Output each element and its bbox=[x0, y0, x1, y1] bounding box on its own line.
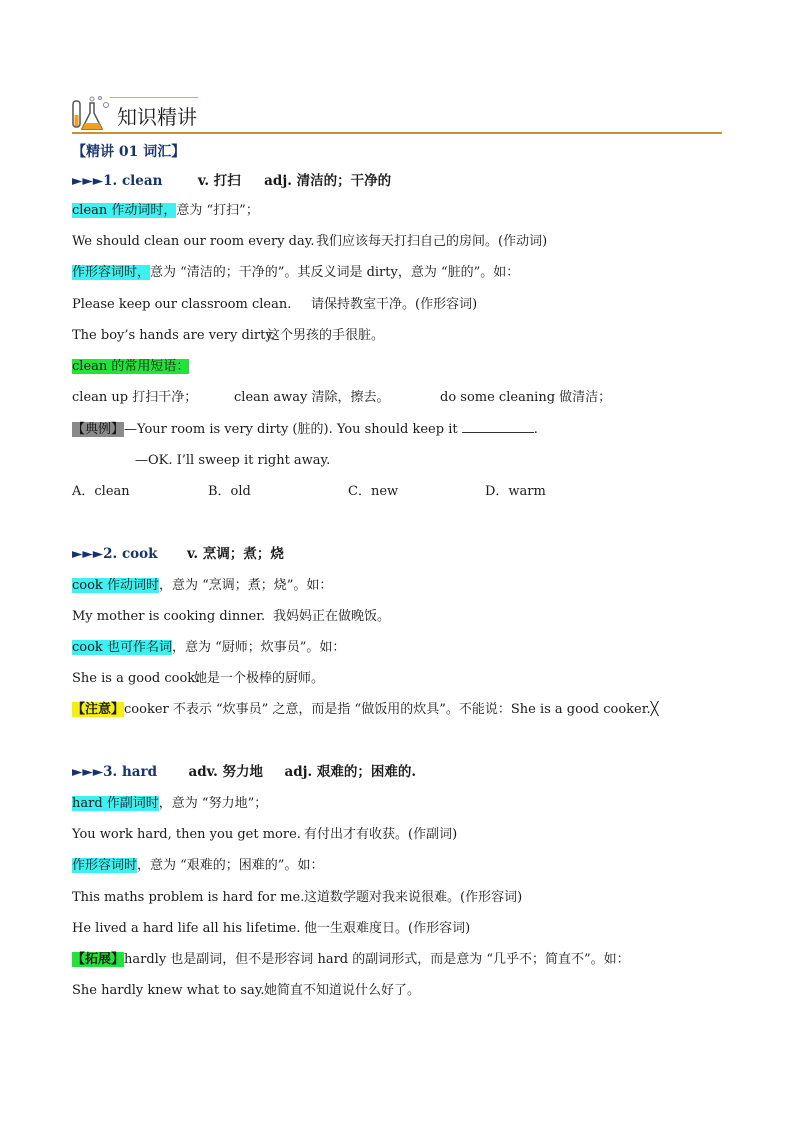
english-sentence: She hardly knew what to say. bbox=[72, 983, 265, 998]
topic-label: 【精讲 01 词汇】 bbox=[72, 144, 186, 160]
english-sentence: We should clean our room every day. bbox=[72, 234, 315, 249]
chinese-translation: 请保持教室干净。(作形容词) bbox=[311, 297, 478, 312]
header-rule bbox=[72, 132, 722, 134]
question-end: . bbox=[533, 422, 538, 437]
highlight-usage: cook 作动词时 bbox=[72, 578, 159, 593]
highlight-usage: cook 也可作名词 bbox=[72, 640, 172, 655]
option-d[interactable]: D．warm bbox=[485, 484, 546, 499]
phrase-3: do some cleaning 做清洁； bbox=[440, 390, 612, 405]
text-line bbox=[72, 795, 267, 813]
cross-mark-icon: ╳ bbox=[650, 702, 659, 717]
line-text: ，意为 “艰难的；困难的”。如： bbox=[137, 858, 324, 873]
line-text: ，意为 “烹调；煮；烧”。如： bbox=[158, 578, 333, 593]
answer-blank[interactable] bbox=[462, 420, 534, 433]
question-text: —Your room is very dirty (脏的). You should keep it bbox=[124, 422, 458, 437]
extension-text: hardly 也是副词，但不是形容词 hard 的副词形式，而是意为 “几乎不；简直不”。如： bbox=[124, 952, 630, 967]
english-sentence: He lived a hard life all his lifetime. bbox=[72, 921, 301, 936]
entry-number: ►►►1. clean bbox=[72, 173, 163, 189]
english-sentence: Please keep our classroom clean. bbox=[72, 297, 292, 312]
phrase-1: clean up 打扫干净； bbox=[72, 390, 198, 405]
text-line bbox=[72, 639, 345, 657]
chinese-translation: 她是一个极棒的厨师。 bbox=[194, 671, 325, 686]
section-title: 知识精讲 bbox=[117, 105, 197, 129]
phrase-heading bbox=[72, 358, 189, 376]
chinese-translation: 他一生艰难度日。(作形容词) bbox=[304, 921, 471, 936]
highlight-usage: 作形容词时 bbox=[72, 858, 138, 873]
option-c[interactable]: C．new bbox=[348, 484, 399, 499]
phrase-2: clean away 清除，擦去。 bbox=[234, 390, 390, 405]
example-tag: 【典例】 bbox=[72, 422, 125, 437]
entry-pos-verb: v. 打扫 bbox=[197, 173, 241, 189]
entry-pos-adj: adj. 清洁的；干净的 bbox=[264, 173, 392, 189]
entry-pos-adj: adj. 艰难的；困难的. bbox=[284, 764, 417, 780]
chinese-translation: 这个男孩的手很脏。 bbox=[267, 328, 385, 343]
example-question bbox=[72, 420, 538, 439]
note-line bbox=[72, 701, 658, 719]
entry-pos-verb: v. 烹调；煮；烧 bbox=[186, 546, 284, 562]
highlight-usage: 作形容词时， bbox=[72, 265, 151, 280]
entry-number: ►►►3. hard bbox=[72, 764, 158, 780]
chinese-translation: 这道数学题对我来说很难。(作形容词) bbox=[304, 890, 523, 905]
line-text: ，意为 “努力地”； bbox=[158, 796, 268, 811]
extension-tag: 【拓展】 bbox=[72, 952, 125, 967]
chinese-translation: 有付出才有收获。(作副词) bbox=[304, 827, 458, 842]
entry-heading-clean bbox=[72, 172, 391, 190]
line-text: ，意为 “厨师；炊事员”。如： bbox=[171, 640, 346, 655]
chinese-translation: 她简直不知道说什么好了。 bbox=[264, 983, 421, 998]
text-line bbox=[72, 577, 332, 595]
entry-number: ►►►2. cook bbox=[72, 546, 158, 562]
highlight-usage: hard 作副词时 bbox=[72, 796, 159, 811]
note-text: cooker 不表示 “炊事员” 之意，而是指 “做饭用的炊具”。不能说：She is a good cooker. bbox=[124, 702, 651, 717]
example-answer: —OK. I’ll sweep it right away. bbox=[135, 453, 331, 468]
line-text: 意为 “打扫”； bbox=[176, 203, 259, 218]
text-line bbox=[72, 857, 323, 875]
chinese-translation: 我妈妈正在做晚饭。 bbox=[273, 609, 391, 624]
english-sentence: My mother is cooking dinner. bbox=[72, 609, 266, 624]
option-b[interactable]: B．old bbox=[208, 484, 251, 499]
english-sentence: She is a good cook. bbox=[72, 671, 200, 686]
line-text: 意为 “清洁的；干净的”。其反义词是 dirty，意为 “脏的”。如： bbox=[150, 265, 520, 280]
english-sentence: The boy’s hands are very dirty. bbox=[72, 328, 276, 343]
header-top-rule bbox=[110, 97, 198, 98]
note-tag: 【注意】 bbox=[72, 702, 125, 717]
highlight-phrases: clean 的常用短语： bbox=[72, 359, 190, 374]
english-sentence: You work hard, then you get more. bbox=[72, 827, 301, 842]
example-sentence bbox=[72, 233, 315, 251]
entry-pos-adv: adv. 努力地 bbox=[188, 764, 264, 780]
chinese-translation: 我们应该每天打扫自己的房间。(作动词) bbox=[316, 234, 548, 249]
text-line bbox=[72, 202, 259, 220]
option-a[interactable]: A．clean bbox=[72, 484, 130, 499]
extension-line bbox=[72, 951, 630, 969]
english-sentence: This maths problem is hard for me. bbox=[72, 890, 305, 905]
entry-heading-cook bbox=[72, 545, 284, 563]
highlight-usage: clean 作动词时， bbox=[72, 203, 177, 218]
lab-flask-icon bbox=[70, 95, 116, 133]
entry-heading-hard bbox=[72, 763, 416, 781]
text-line bbox=[72, 264, 519, 282]
